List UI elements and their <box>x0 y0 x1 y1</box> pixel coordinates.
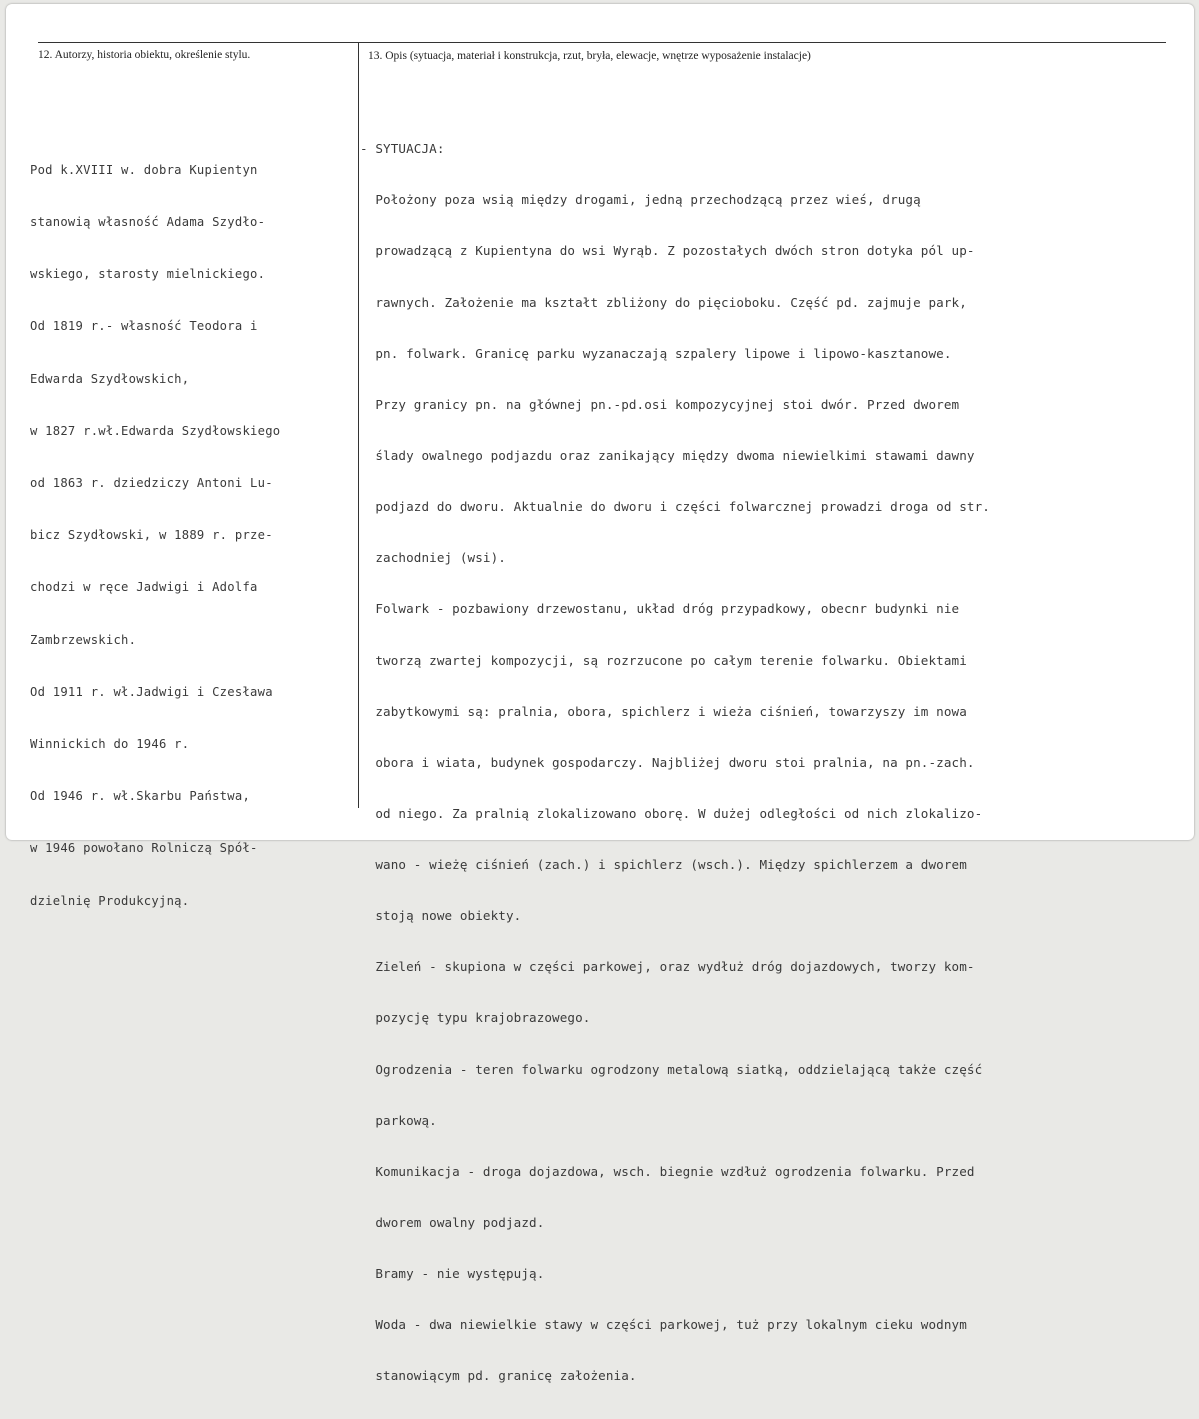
history-line: Od 1911 r. wł.Jadwigi i Czesława <box>30 684 273 699</box>
description-text-block <box>360 106 990 1419</box>
description-line: Przy granicy pn. na głównej pn.-pd.osi kompozycyjnej stoi dwór. Przed dworem <box>360 396 960 412</box>
description-line: Położony poza wsią między drogami, jedną przechodzącą przez wieś, drugą <box>360 192 921 208</box>
history-line: Zambrzewskich. <box>30 632 137 647</box>
history-line: bicz Szydłowski, w 1889 r. prze- <box>30 528 273 543</box>
description-line: Ogrodzenia - teren folwarku ogrodzony metalową siatką, oddzielającą także część <box>360 1061 983 1077</box>
history-line: Edwarda Szydłowskich, <box>30 371 190 386</box>
form-sheet <box>6 4 1194 1384</box>
description-line: rawnych. Założenie ma kształt zbliżony do pięcioboku. Część pd. zajmuje park, <box>360 294 967 310</box>
description-line: pozycję typu krajobrazowego. <box>360 1010 591 1026</box>
history-line: chodzi w ręce Jadwigi i Adolfa <box>30 580 258 595</box>
description-line: wano - wieżę ciśnień (zach.) i spichlerz (wsch.). Między spichlerzem a dworem <box>360 857 967 873</box>
description-line: dworem owalny podjazd. <box>360 1215 545 1231</box>
history-line: dzielnię Produkcyjną. <box>30 893 190 908</box>
description-line: Komunikacja - droga dojazdowa, wsch. biegnie wzdłuż ogrodzenia folwarku. Przed <box>360 1163 975 1179</box>
history-line: Winnickich do 1946 r. <box>30 737 190 752</box>
section-13-heading: 13. Opis (sytuacja, materiał i konstrukcja, rzut, bryła, elewacje, wnętrze wyposażenie instalacje) <box>368 50 811 62</box>
section-12-heading: 12. Autorzy, historia obiektu, określenie stylu. <box>38 49 251 61</box>
top-rule <box>38 42 1166 43</box>
history-line: w 1827 r.wł.Edwarda Szydłowskiego <box>30 423 281 438</box>
description-line: - SYTUACJA: <box>360 141 445 157</box>
description-line: tworzą zwartej kompozycji, są rozrzucone po całym terenie folwarku. Obiektami <box>360 652 967 668</box>
description-line: Folwark - pozbawiony drzewostanu, układ dróg przypadkowy, obecnr budynki nie <box>360 601 960 617</box>
description-line: pn. folwark. Granicę parku wyzanaczają szpalery lipowe i lipowo-kasztanowe. <box>360 345 952 361</box>
history-text-block <box>30 127 280 945</box>
history-line: Od 1946 r. wł.Skarbu Państwa, <box>30 789 251 804</box>
description-line: Woda - dwa niewielkie stawy w części parkowej, tuż przy lokalnym cieku wodnym <box>360 1317 967 1333</box>
history-line: w 1946 powołano Rolniczą Spół- <box>30 841 258 856</box>
description-line: podjazd do dworu. Aktualnie do dworu i części folwarcznej prowadzi droga od str. <box>360 499 990 515</box>
description-line: parkową. <box>360 1112 437 1128</box>
description-line: Bramy - nie występują. <box>360 1266 545 1282</box>
column-divider <box>358 42 359 808</box>
description-line: Zieleń - skupiona w części parkowej, oraz wydłuż dróg dojazdowych, tworzy kom- <box>360 959 975 975</box>
description-line: stoją nowe obiekty. <box>360 908 522 924</box>
history-line: wskiego, starosty mielnickiego. <box>30 267 266 282</box>
description-line: ślady owalnego podjazdu oraz zanikający między dwoma niewielkimi stawami dawny <box>360 447 975 463</box>
history-line: Od 1819 r.- własność Teodora i <box>30 319 258 334</box>
history-line: stanowią własność Adama Szydło- <box>30 215 266 230</box>
history-line: od 1863 r. dziedziczy Antoni Lu- <box>30 476 273 491</box>
description-line: od niego. Za pralnią zlokalizowano oborę. W dużej odległości od nich zlokalizo- <box>360 805 983 821</box>
description-line: zabytkowymi są: pralnia, obora, spichlerz i wieża ciśnień, towarzyszy im nowa <box>360 703 967 719</box>
description-line: prowadzącą z Kupientyna do wsi Wyrąb. Z pozostałych dwóch stron dotyka pól up- <box>360 243 975 259</box>
description-line: obora i wiata, budynek gospodarczy. Najbliżej dworu stoi pralnia, na pn.-zach. <box>360 754 975 770</box>
history-line: Pod k.XVIII w. dobra Kupientyn <box>30 162 258 177</box>
description-line: zachodniej (wsi). <box>360 550 506 566</box>
description-line: stanowiącym pd. granicę założenia. <box>360 1368 637 1384</box>
